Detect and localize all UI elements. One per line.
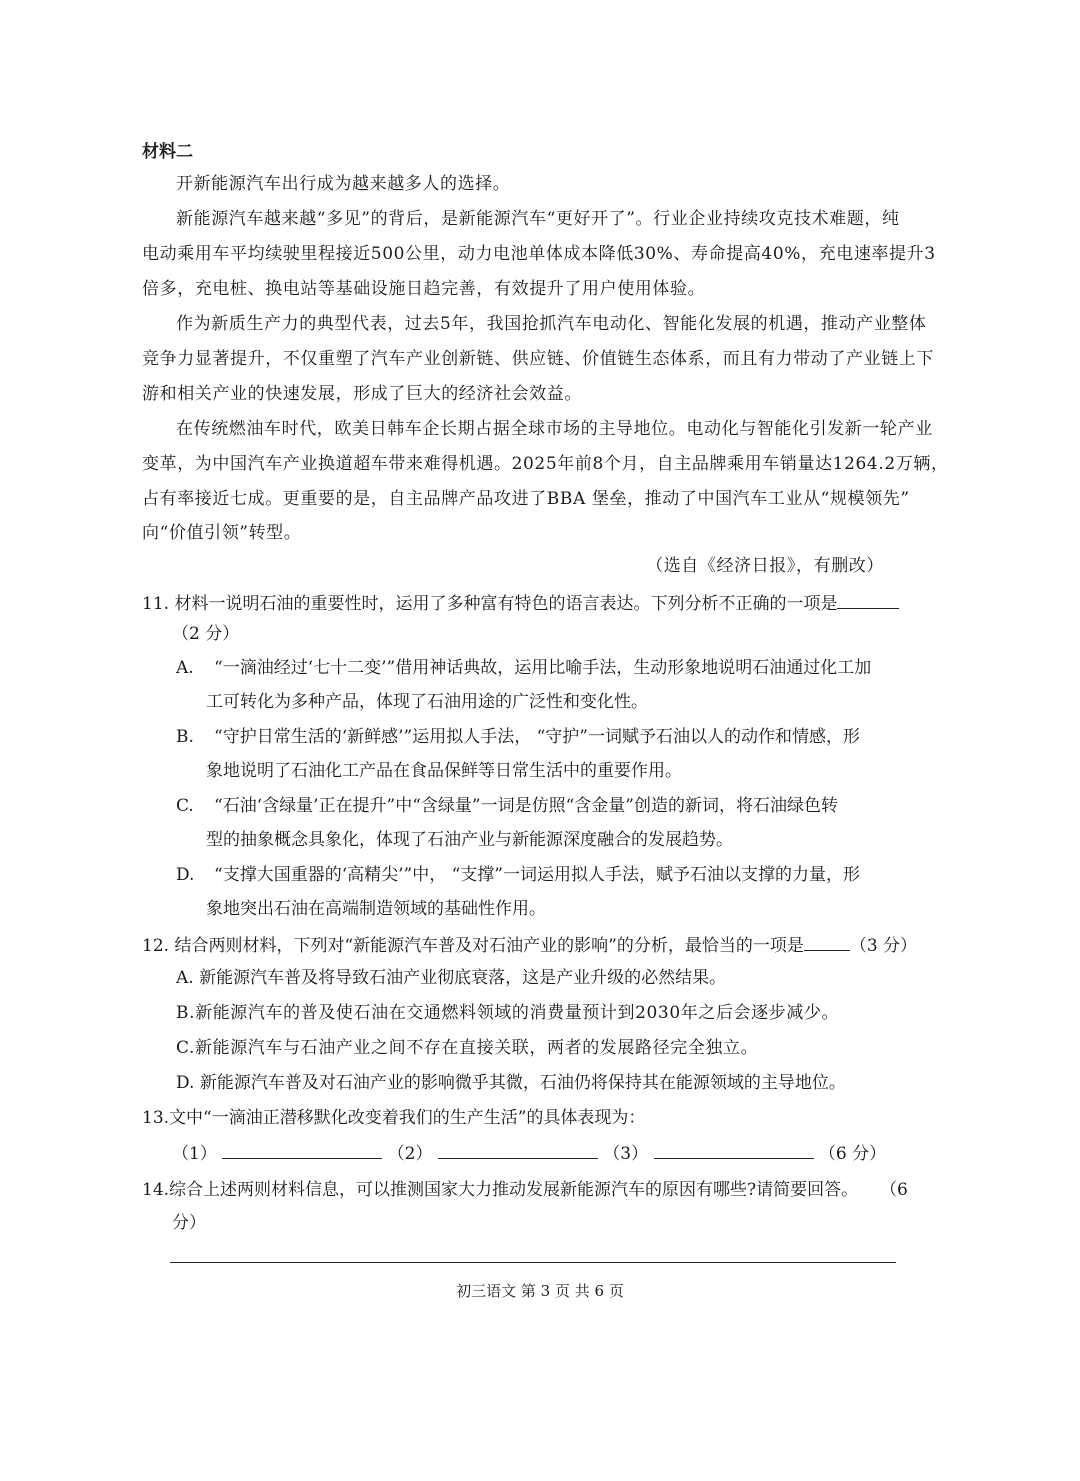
paragraph-4-line-2: 变革，为中国汽车产业换道超车带来难得机遇。2025年前8个月，自主品牌乘用车销量达1264.2万辆，	[142, 454, 949, 474]
q12-stem	[142, 932, 917, 958]
paragraph-4-line-1: 在传统燃油车时代，欧美日韩车企长期占据全球市场的主导地位。电动化与智能化引发新一轮产业	[176, 419, 933, 439]
paragraph-2-line-2: 电动乘用车平均续驶里程接近500公里，动力电池单体成本降低30%、寿命提高40%，充电速率提升3	[142, 244, 936, 264]
source-citation: （选自《经济日报》，有删改）	[646, 556, 884, 576]
paragraph-2-line-3: 倍多，充电桩、换电站等基础设施日趋完善，有效提升了用户使用体验。	[142, 279, 706, 299]
q12-option-d: D. 新能源汽车普及对石油产业的影响微乎其微，石油仍将保持其在能源领域的主导地位。	[176, 1073, 846, 1093]
q12-option-c: C.新能源汽车与石油产业之间不存在直接关联，两者的发展路径完全独立。	[176, 1038, 759, 1058]
paragraph-4-line-4: 向“价值引领”转型。	[142, 523, 302, 543]
q11-stem	[142, 590, 899, 616]
footer-divider	[170, 1262, 896, 1263]
q14-score-part-2: 分）	[172, 1213, 206, 1233]
q13-blank-3-label: （3）	[603, 1144, 649, 1164]
paragraph-2-line-1: 新能源汽车越来越“多见”的背后，是新能源汽车“更好开了”。行业企业持续攻克技术难题，纯	[176, 209, 900, 229]
paragraph-3-line-3: 游和相关产业的快速发展，形成了巨大的经济社会效益。	[142, 384, 582, 404]
q11-option-d-letter: D.	[176, 865, 195, 885]
q11-option-c-letter: C.	[176, 796, 194, 816]
paragraph-1: 开新能源汽车出行成为越来越多人的选择。	[176, 174, 511, 194]
q11-option-d-line-1	[176, 863, 860, 887]
paragraph-3-line-2: 竞争力显著提升，不仅重塑了汽车产业创新链、供应链、价值链生态体系，而且有力带动了产业链上下	[142, 349, 934, 369]
q13-blank-1[interactable]	[222, 1140, 382, 1159]
q11-option-b-line-1	[176, 725, 860, 749]
material-heading: 材料二	[142, 142, 193, 162]
page-footer: 初三语文 第 3 页 共 6 页	[456, 1282, 624, 1300]
q11-option-a-letter: A.	[176, 658, 194, 678]
q11-option-c-line-2: 型的抽象概念具象化，体现了石油产业与新能源深度融合的发展趋势。	[206, 830, 733, 850]
q13-stem: 13.文中“一滴油正潜移默化改变着我们的生产生活”的具体表现为：	[142, 1108, 646, 1128]
paragraph-4-line-3: 占有率接近七成。更重要的是，自主品牌产品攻进了BBA 堡垒，推动了中国汽车工业从“规模领先”	[142, 489, 910, 509]
q12-option-a: A. 新能源汽车普及将导致石油产业彻底衰落，这是产业升级的必然结果。	[176, 968, 727, 988]
q11-option-a-line-1	[176, 656, 871, 680]
q11-option-a-text: “一滴油经过‘七十二变’”借用神话典故，运用比喻手法，生动形象地说明石油通过化工加	[214, 658, 872, 678]
q12-option-b: B.新能源汽车的普及使石油在交通燃料领域的消费量预计到2030年之后会逐步减少。	[176, 1003, 840, 1023]
q13-score: （6 分）	[818, 1144, 887, 1164]
q11-option-b-line-2: 象地说明了石油化工产品在食品保鲜等日常生活中的重要作用。	[206, 761, 682, 781]
q11-score: （2 分）	[172, 624, 240, 644]
q11-option-c-text: “石油‘含绿量’正在提升”中“含绿量”一词是仿照“含金量”创造的新词，将石油绿色转	[214, 796, 838, 816]
q11-answer-blank[interactable]	[837, 590, 899, 609]
q13-blank-1-label: （1）	[172, 1144, 217, 1164]
q13-blank-2[interactable]	[438, 1140, 598, 1159]
q11-option-c-line-1	[176, 794, 838, 818]
q11-option-b-text: “守护日常生活的‘新鲜感’”运用拟人手法， “守护”一词赋予石油以人的动作和情感，形	[214, 727, 860, 747]
paragraph-3-line-1: 作为新质生产力的典型代表，过去5年，我国抢抓汽车电动化、智能化发展的机遇，推动产业整体	[176, 314, 927, 334]
q12-score: （3 分）	[849, 936, 918, 956]
q11-option-d-text: “支撑大国重器的‘高精尖’”中， “支撑”一词运用拟人手法，赋予石油以支撑的力量，形	[214, 865, 860, 885]
q13-blanks-row	[172, 1140, 886, 1166]
q11-option-b-letter: B.	[176, 727, 194, 747]
q11-option-d-line-2: 象地突出石油在高端制造领域的基础性作用。	[206, 899, 546, 919]
q11-option-a-line-2: 工可转化为多种产品，体现了石油用途的广泛性和变化性。	[206, 692, 648, 712]
q14-stem: 14.综合上述两则材料信息，可以推测国家大力推动发展新能源汽车的原因有哪些?请简要回答。	[142, 1180, 859, 1200]
q11-stem-text: 11. 材料一说明石油的重要性时，运用了多种富有特色的语言表达。下列分析不正确的一项是	[142, 594, 838, 614]
q12-stem-text: 12. 结合两则材料，下列对“新能源汽车普及对石油产业的影响”的分析，最恰当的一项是	[142, 936, 804, 956]
q14-score-part-1: （6	[880, 1180, 908, 1200]
q12-answer-blank[interactable]	[804, 932, 850, 951]
q13-blank-2-label: （2）	[387, 1144, 433, 1164]
q13-blank-3[interactable]	[654, 1140, 814, 1159]
